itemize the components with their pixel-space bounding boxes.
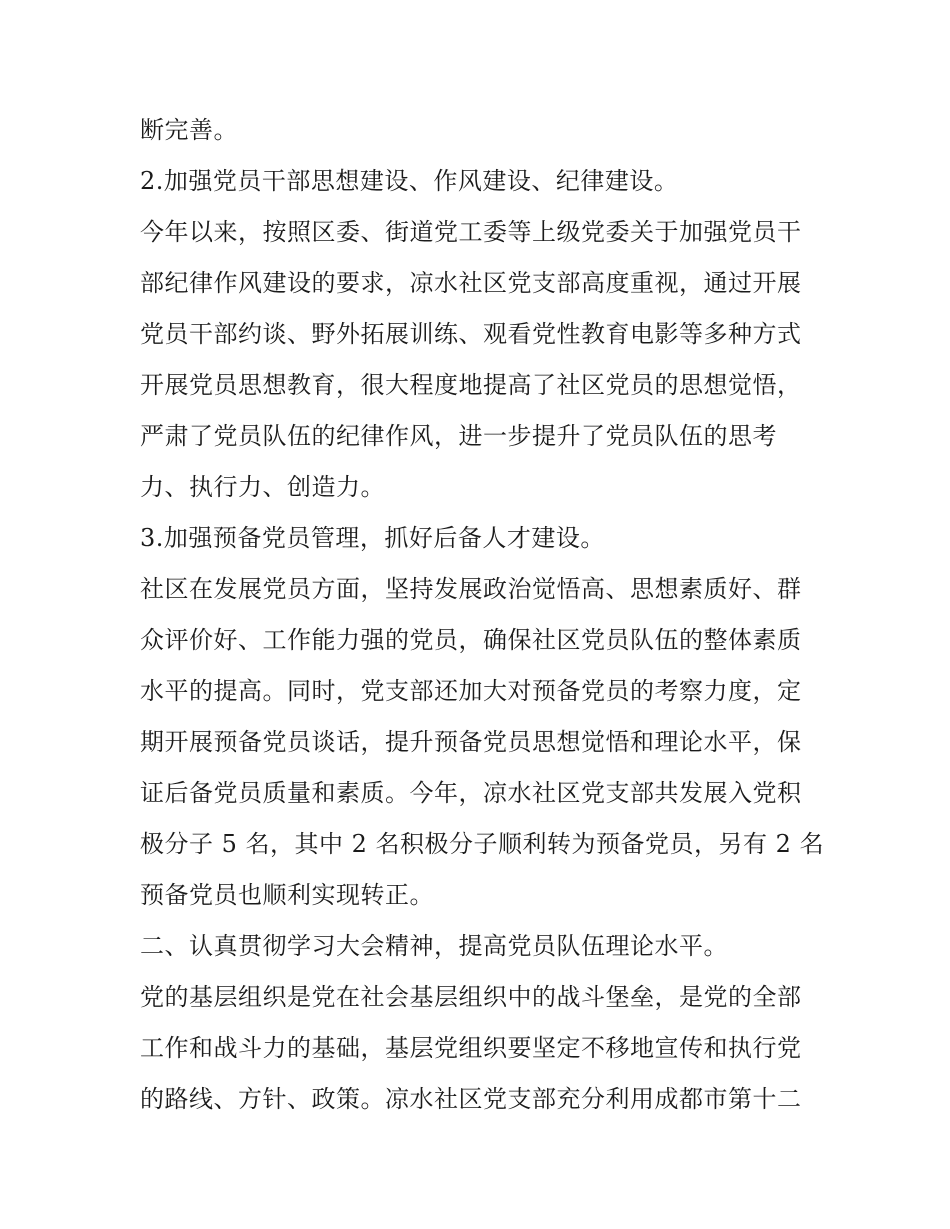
text-line: 党的基层组织是党在社会基层组织中的战斗堡垒，是党的全部	[140, 983, 802, 1011]
text-line: 部纪律作风建设的要求，凉水社区党支部高度重视，通过开展	[140, 269, 802, 297]
text-line: 众评价好、工作能力强的党员，确保社区党员队伍的整体素质	[140, 626, 802, 654]
text-line: 极分子 5 名，其中 2 名积极分子顺利转为预备党员，另有 2 名	[140, 830, 825, 858]
section-heading: 二、认真贯彻学习大会精神，提高党员队伍理论水平。	[140, 932, 728, 960]
text-line: 断完善。	[140, 116, 238, 144]
text-line: 严肃了党员队伍的纪律作风，进一步提升了党员队伍的思考	[140, 422, 777, 450]
text-line: 工作和战斗力的基础，基层党组织要坚定不移地宣传和执行党	[140, 1034, 802, 1062]
text-line: 期开展预备党员谈话，提升预备党员思想觉悟和理论水平，保	[140, 728, 802, 756]
text-line: 预备党员也顺利实现转正。	[140, 881, 434, 909]
text-line: 力、执行力、创造力。	[140, 473, 385, 501]
text-line: 社区在发展党员方面，坚持发展政治觉悟高、思想素质好、群	[140, 575, 802, 603]
text-line: 证后备党员质量和素质。今年，凉水社区党支部共发展入党积	[140, 779, 802, 807]
document-body	[140, 105, 825, 1125]
text-line: 开展党员思想教育，很大程度地提高了社区党员的思想觉悟，	[140, 371, 802, 399]
text-line: 水平的提高。同时，党支部还加大对预备党员的考察力度，定	[140, 677, 802, 705]
section-heading: 2.加强党员干部思想建设、作风建设、纪律建设。	[140, 167, 679, 195]
section-heading: 3.加强预备党员管理，抓好后备人才建设。	[140, 524, 605, 552]
text-line: 党员干部约谈、野外拓展训练、观看党性教育电影等多种方式	[140, 320, 802, 348]
text-line: 今年以来，按照区委、街道党工委等上级党委关于加强党员干	[140, 218, 802, 246]
text-line: 的路线、方针、政策。凉水社区党支部充分利用成都市第十二	[140, 1085, 802, 1113]
